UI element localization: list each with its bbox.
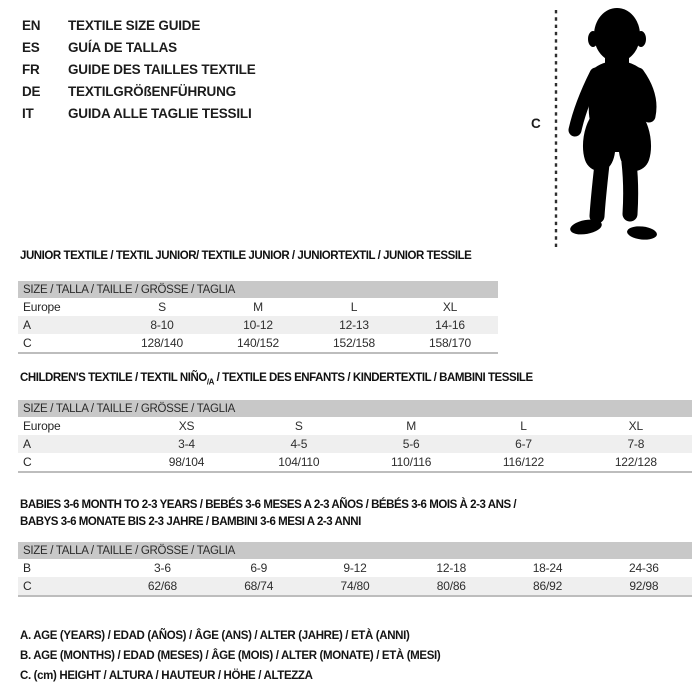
title-line-2: BABYS 3-6 MONATE BIS 2-3 JAHRE / BAMBINI 3-6 MESI A 2-3 ANNI [20,515,361,528]
size-cell: 10-12 [210,316,306,334]
babies-size-table [18,542,692,597]
size-cell: 122/128 [614,455,657,469]
size-cell: 7-8 [580,435,692,453]
size-cell: 80/86 [403,577,499,596]
size-cell: 140/152 [237,336,279,350]
row-label: C [23,455,32,469]
size-cell: 86/92 [499,577,595,596]
language-code: DE [22,84,41,99]
size-cell: 12-18 [436,561,467,575]
table-row [18,453,692,472]
size-cell: 110/116 [391,455,432,469]
children-size-table [18,400,692,473]
size-cell: 3-4 [130,435,242,453]
language-row [22,81,256,103]
size-header: SIZE / TALLA / TAILLE / GRÖSSE / TAGLIA [18,400,692,417]
language-row [22,37,256,59]
language-row [22,103,256,125]
table-title-children [20,372,533,386]
height-measure-line [554,8,558,248]
size-cell: 128/140 [141,336,183,350]
row-label: Europe [23,419,61,433]
size-cell: 6-7 [467,435,579,453]
title-part-pre: CHILDREN'S TEXTILE / TEXTIL NIÑO [20,372,207,384]
table-row [18,334,498,353]
row-label: A [18,435,130,453]
size-header: SIZE / TALLA / TAILLE / GRÖSSE / TAGLIA [18,542,692,559]
row-label: A [18,316,114,334]
language-list [22,15,256,125]
title-part-sub: /A [206,377,214,387]
size-cell: 12-13 [306,316,402,334]
toddler-silhouette [562,4,667,244]
size-cell: 98/104 [168,455,205,469]
title-line-1: BABIES 3-6 MONTH TO 2-3 YEARS / BEBÉS 3-6 MESES A 2-3 AÑOS / BÉBÉS 3-6 MOIS À 2-3 ANS / [20,499,517,511]
language-code: ES [22,40,40,55]
size-cell: M [406,419,417,433]
table-row [18,577,692,596]
table-row [18,559,692,577]
language-code: IT [22,106,34,121]
size-cell: 4-5 [243,435,355,453]
language-code: EN [22,18,41,33]
table-title-babies [20,497,516,530]
size-cell: 68/74 [211,577,307,596]
size-cell: 92/98 [596,577,692,596]
size-cell: 5-6 [355,435,467,453]
size-cell: 9-12 [343,561,367,575]
size-cell: S [294,419,303,433]
height-measure-label: C [531,116,541,131]
row-label: B [23,561,31,575]
table-row [18,298,498,316]
language-label: GUIDA ALLE TAGLIE TESSILI [68,106,252,121]
size-cell: 24-36 [628,561,659,575]
language-code: FR [22,62,40,77]
size-cell: XL [442,300,458,314]
size-cell: L [520,419,527,433]
figure-area [520,4,700,250]
size-cell: M [253,300,263,314]
size-cell: 104/110 [278,455,320,469]
row-label: Europe [23,300,61,314]
table-row [18,316,498,334]
language-label: TEXTILE SIZE GUIDE [68,18,201,33]
language-label: GUIDE DES TAILLES TEXTILE [68,62,256,77]
footnote-b: B. AGE (MONTHS) / EDAD (MESES) / ÂGE (MOIS) / ALTER (MONATE) / ETÀ (MESI) [20,650,441,662]
footnotes [20,626,440,686]
size-cell: 158/170 [429,336,471,350]
size-cell: 14-16 [402,316,498,334]
size-cell: XL [628,419,643,433]
size-cell: 8-10 [114,316,210,334]
size-cell: 116/122 [502,455,545,469]
language-label: TEXTILGRÖßENFÜHRUNG [68,84,236,99]
size-cell: 152/158 [333,336,375,350]
row-label: C [23,336,32,350]
size-cell: L [350,300,358,314]
row-label: C [18,577,114,596]
size-header: SIZE / TALLA / TAILLE / GRÖSSE / TAGLIA [18,281,498,298]
junior-size-table [18,281,498,354]
language-row [22,59,256,81]
size-cell: 74/80 [307,577,403,596]
table-title-junior: JUNIOR TEXTILE / TEXTIL JUNIOR/ TEXTILE JUNIOR / JUNIORTEXTIL / JUNIOR TESSILE [20,250,472,262]
size-cell: XS [178,419,195,433]
size-cell: 6-9 [250,561,268,575]
size-cell: S [158,300,166,314]
table-row [18,435,692,453]
footnote-a: A. AGE (YEARS) / EDAD (AÑOS) / ÂGE (ANS) / ALTER (JAHRE) / ETÀ (ANNI) [20,630,410,642]
table-row [18,417,692,435]
size-cell: 3-6 [154,561,171,575]
size-cell: 18-24 [532,561,563,575]
language-label: GUÍA DE TALLAS [68,40,177,55]
language-row [22,15,256,37]
footnote-c: C. (cm) HEIGHT / ALTURA / HAUTEUR / HÖHE / ALTEZZA [20,670,313,682]
title-part-post: / TEXTILE DES ENFANTS / KINDERTEXTIL / BAMBINI TESSILE [213,372,533,384]
size-cell: 62/68 [114,577,210,596]
